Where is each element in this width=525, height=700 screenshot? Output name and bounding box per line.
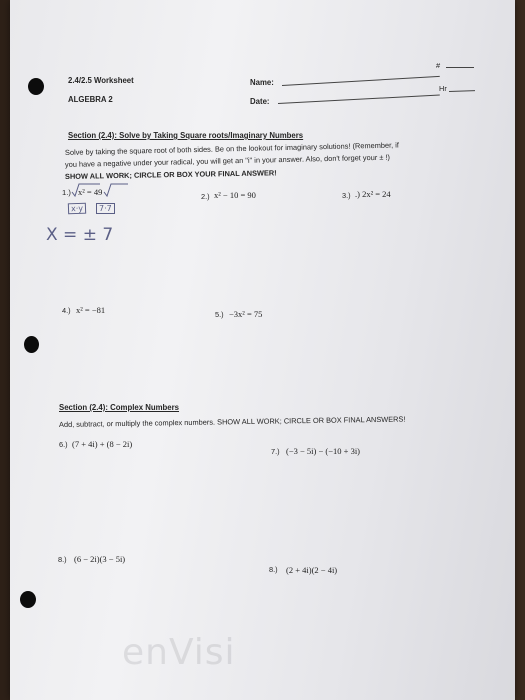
handwritten-box-77: 7·7: [96, 203, 115, 214]
problem-2-number: 2.): [201, 192, 210, 201]
problem-7-expression: (−3 − 5i) − (−10 + 3i): [286, 446, 361, 456]
problem-8-number: 8.): [58, 555, 67, 564]
hr-line: [449, 90, 475, 92]
problem-4-number: 4.): [62, 306, 71, 315]
problem-6-expression: (7 + 4i) + (8 − 2i): [72, 439, 133, 449]
binder-hole-bottom: [20, 591, 36, 608]
binder-hole-middle: [24, 336, 39, 353]
problem-6-number: 6.): [59, 440, 68, 449]
problem-1-expression: x² = 49: [78, 187, 103, 197]
handwritten-answer: X = ± 7: [46, 225, 114, 245]
problem-3-number: 3.): [342, 191, 351, 200]
handwritten-box-xy: x·y: [68, 203, 86, 215]
hash-label: #: [436, 61, 441, 70]
section1-instruction-line2: you have a negative under your radical, you will get an "i" in your answer. Also, don't forget your ± !): [64, 152, 391, 169]
section1-instruction-line1: Solve by taking the square root of both sides. Be on the lookout for imaginary solutions! (Remember, if: [64, 140, 400, 157]
problem-9-number: 8.): [269, 565, 278, 574]
section2-heading: Section (2.4): Complex Numbers: [59, 403, 180, 412]
binder-hole-top: [28, 78, 44, 95]
date-line: [278, 95, 440, 104]
envision-watermark: enVisi: [122, 632, 236, 673]
problem-5-number: 5.): [215, 310, 224, 319]
name-label: Name:: [250, 78, 274, 87]
problem-9-expression: (2 + 4i)(2 − 4i): [286, 565, 338, 575]
problem-5-expression: −3x² = 75: [229, 309, 263, 319]
date-label: Date:: [250, 97, 270, 106]
section1-heading: Section (2.4): Solve by Taking Square roots/Imaginary Numbers: [68, 131, 304, 140]
hash-line: [446, 67, 474, 68]
problem-1-radicals: [70, 182, 130, 200]
section1-instruction-line3: SHOW ALL WORK; CIRCLE OR BOX YOUR FINAL ANSWER!: [64, 168, 277, 181]
problem-4-expression: x² = −81: [76, 305, 106, 315]
name-line: [282, 76, 440, 86]
problem-3-expression: .) 2x² = 24: [355, 189, 391, 199]
problem-2-expression: x² − 10 = 90: [214, 190, 256, 200]
hr-label: Hr: [439, 84, 447, 93]
problem-7-number: 7.): [271, 447, 280, 456]
worksheet-paper: [10, 0, 515, 700]
problem-8-expression: (6 − 2i)(3 − 5i): [74, 554, 126, 564]
course-name: ALGEBRA 2: [68, 95, 113, 104]
section2-instructions: Add, subtract, or multiply the complex numbers. SHOW ALL WORK; CIRCLE OR BOX FINAL ANSWERS!: [58, 414, 406, 429]
worksheet-title: 2.4/2.5 Worksheet: [68, 76, 134, 85]
problem-1-number: 1.): [62, 188, 71, 197]
